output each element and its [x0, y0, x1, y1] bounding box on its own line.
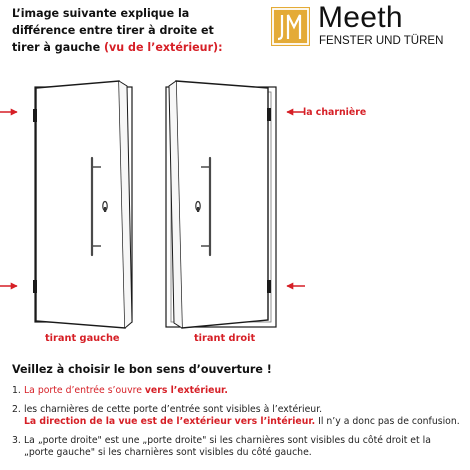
list-item-2-line-1: les charnières de cette porte d’entrée sont visibles à l’extérieur. [24, 404, 323, 415]
list-item-1-red-text: La porte d’entrée s’ouvre [24, 385, 145, 396]
right-lower-hinge-icon [267, 280, 271, 293]
list-number-1: 1. [12, 385, 21, 396]
list-item-2-line-2 [24, 416, 467, 428]
list-item-3 [12, 435, 467, 459]
title-line-3-red: (vu de l’extérieur): [103, 41, 223, 54]
list-item-1 [12, 385, 467, 397]
logo-monogram-icon [271, 7, 310, 46]
title-line-3 [12, 39, 264, 56]
list-item-3-line-1: La „porte droite" est une „porte droite" si les charnières sont visibles du côté droit et la [24, 435, 431, 446]
right-door-leaf [176, 81, 268, 328]
title-line-2: différence entre tirer à droite et [12, 24, 214, 37]
door-diagram [0, 70, 470, 360]
jm-logo-svg [271, 7, 310, 46]
brand-name: Meeth [318, 1, 403, 34]
page-title [12, 5, 264, 56]
list-item-2-line-2-rest: Il n’y a donc pas de confusion. [315, 416, 460, 427]
right-door-figure [166, 81, 305, 328]
right-door-label: tirant droit [194, 333, 256, 344]
left-upper-hinge-icon [33, 109, 37, 122]
title-line-3-start: tirer à gauche [12, 41, 104, 54]
left-lower-hinge-icon [33, 280, 37, 293]
left-door-label: tirant gauche [45, 333, 120, 344]
warning-heading: Veillez à choisir le bon sens d’ouverture ! [12, 363, 272, 376]
title-line-1: L’image suivante explique la [12, 7, 190, 20]
list-item-2-line-2-red: La direction de la vue est de l’extérieur vers l’intérieur. [24, 416, 316, 427]
left-door-figure [0, 81, 132, 328]
door-diagram-svg [0, 70, 470, 360]
left-door-leaf [36, 81, 125, 328]
left-door-lock-slot-icon [104, 207, 106, 212]
list-number-3: 3. [12, 435, 21, 446]
list-number-2: 2. [12, 404, 21, 415]
right-upper-hinge-icon [267, 108, 271, 121]
hinge-label: la charnière [303, 107, 367, 118]
right-door-lock-slot-icon [197, 207, 199, 212]
list-item-1-red-bold-text: vers l’extérieur. [144, 385, 228, 396]
instruction-list [12, 385, 467, 459]
logo-m-icon [288, 15, 300, 39]
list-item-3-line-2: „porte gauche" si les charnières sont visibles du côté gauche. [24, 447, 312, 458]
list-item-2 [12, 404, 467, 428]
brand-tagline: FENSTER UND TÜREN [319, 35, 444, 47]
logo-j-icon [278, 15, 282, 39]
